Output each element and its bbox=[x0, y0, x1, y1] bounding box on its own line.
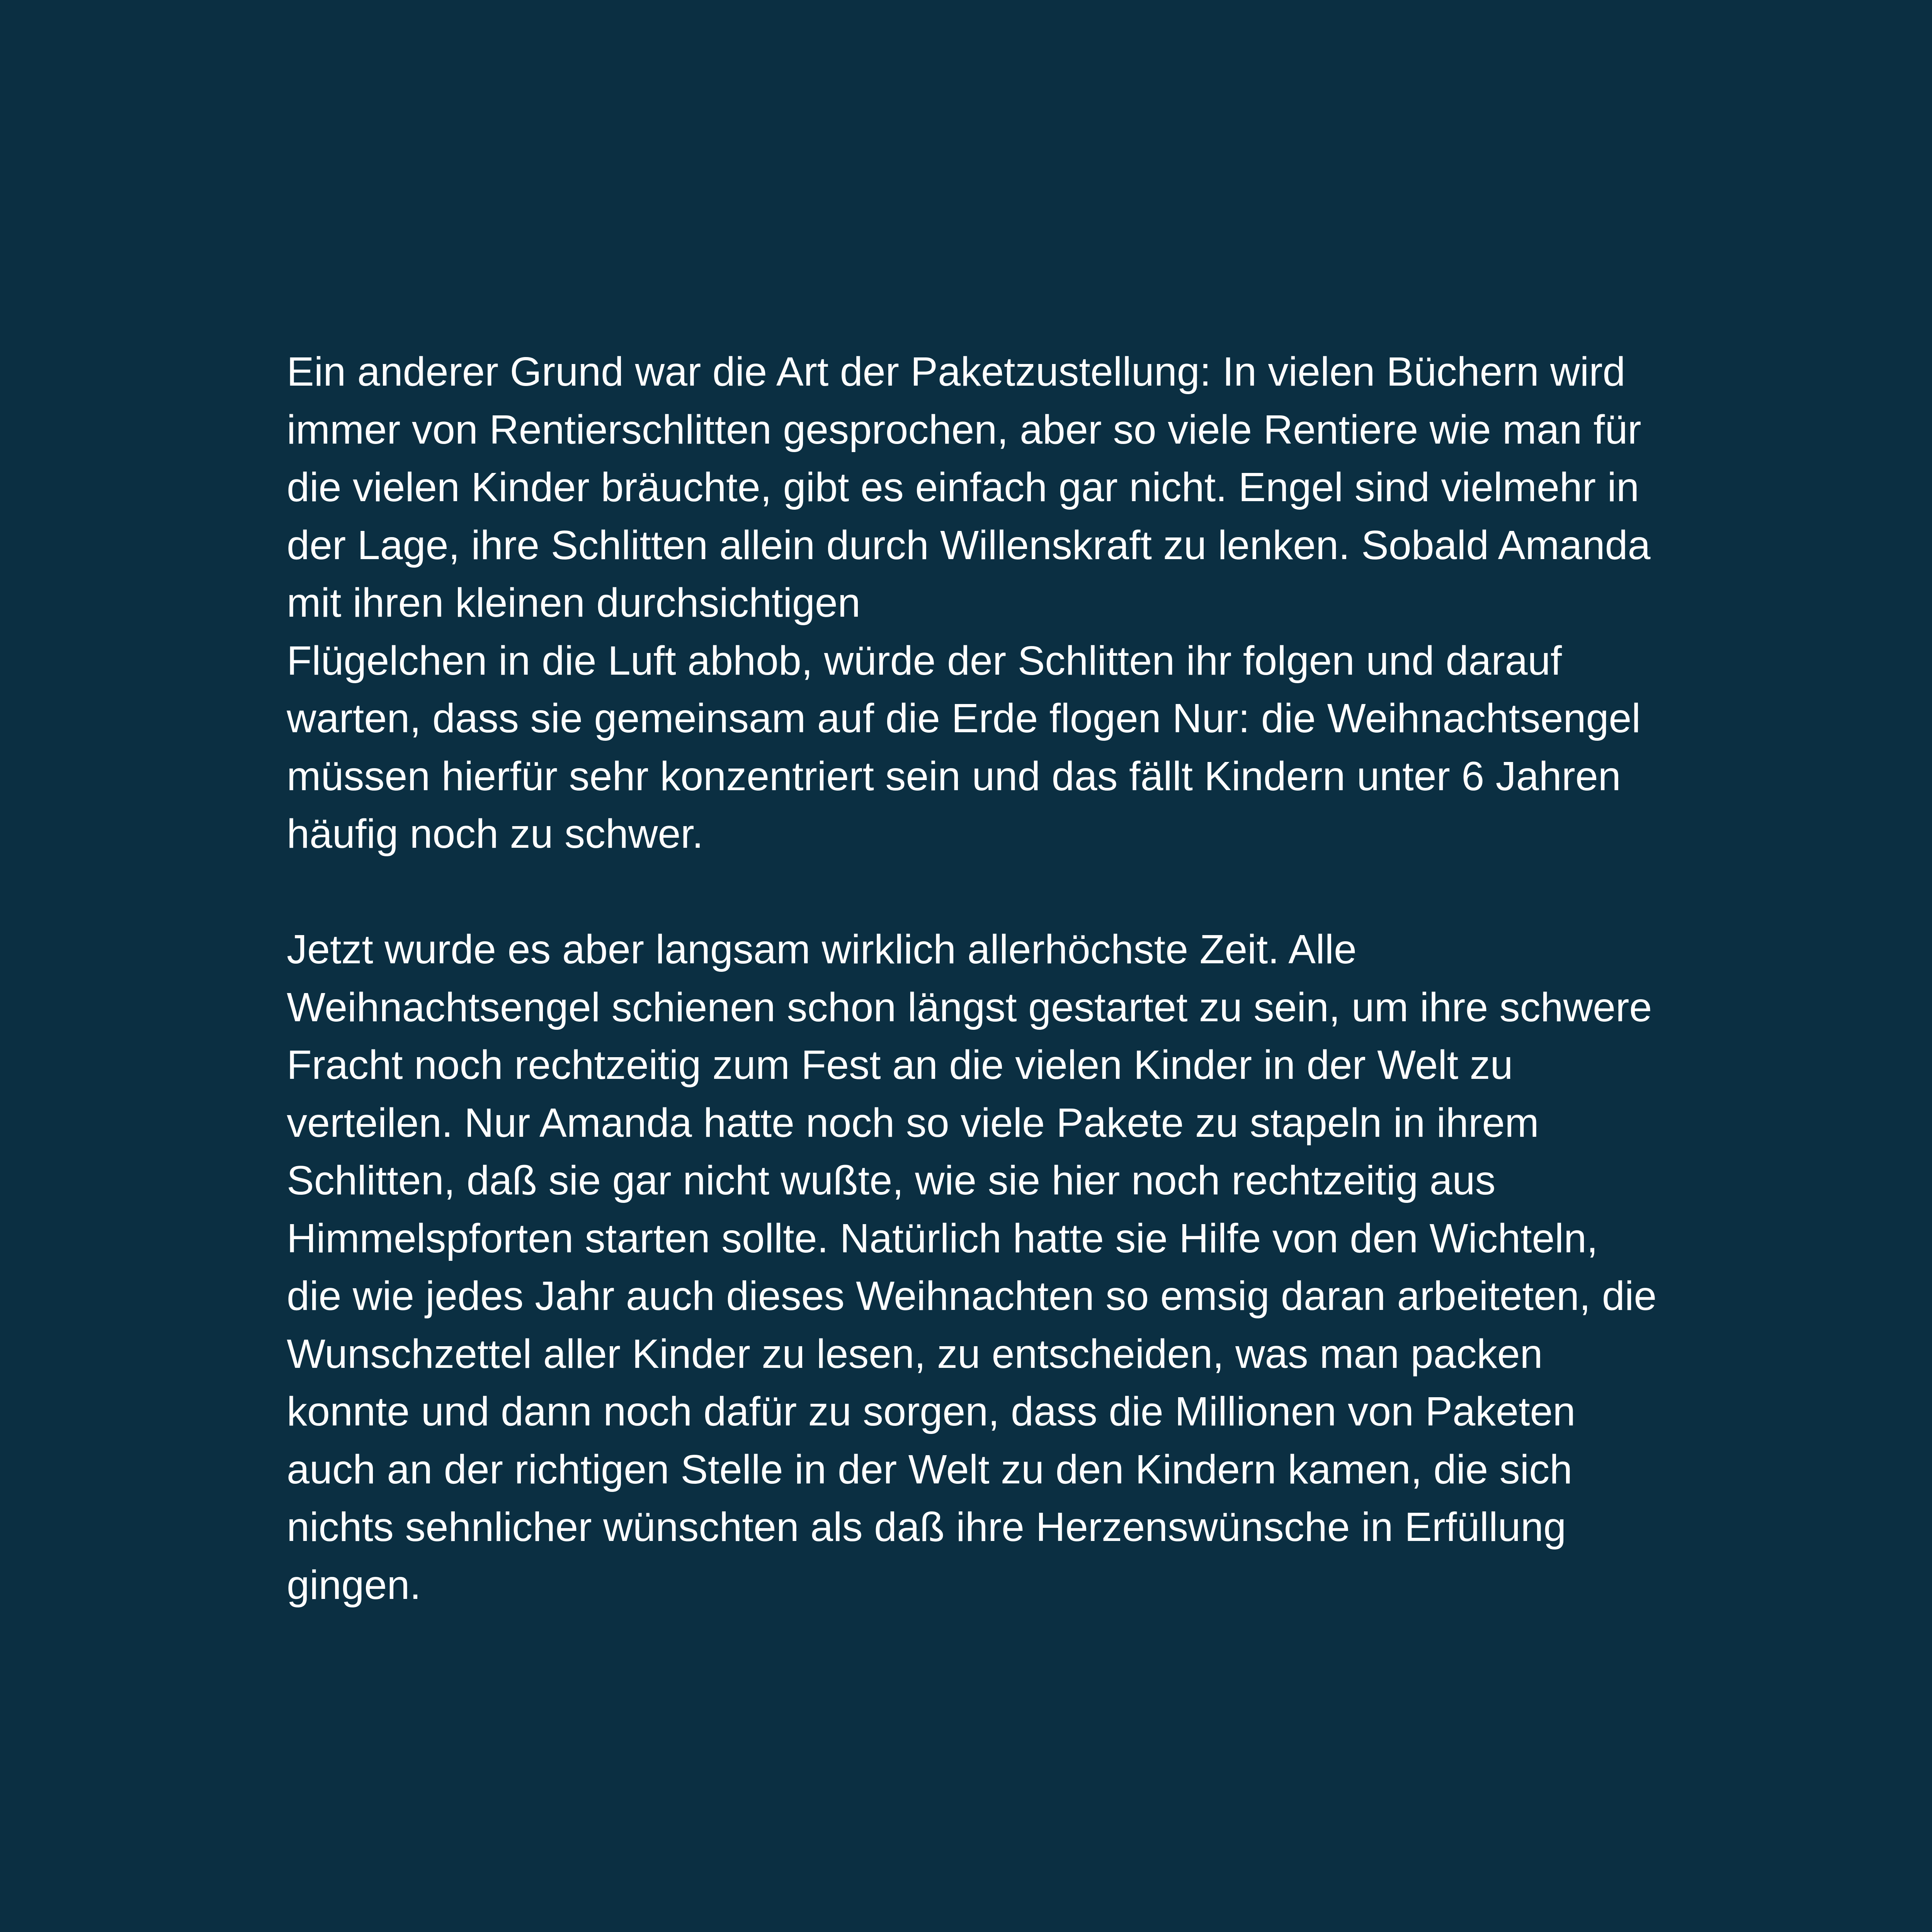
text-line: häufig noch zu schwer. bbox=[287, 811, 704, 857]
text-line: verteilen. Nur Amanda hatte noch so viele Pakete zu stapeln in ihrem bbox=[287, 1100, 1539, 1146]
text-line: Schlitten, daß sie gar nicht wußte, wie sie hier noch rechtzeitig aus bbox=[287, 1158, 1496, 1203]
text-line: Weihnachtsengel schienen schon längst gestartet zu sein, um ihre schwere bbox=[287, 984, 1652, 1030]
text-line: nichts sehnlicher wünschten als daß ihre Herzenswünsche in Erfüllung bbox=[287, 1504, 1566, 1550]
text-line: Wunschzettel aller Kinder zu lesen, zu entscheiden, was man packen bbox=[287, 1331, 1543, 1377]
text-line: Flügelchen in die Luft abhob, würde der Schlitten ihr folgen und darauf bbox=[287, 638, 1562, 684]
paragraph-2 bbox=[287, 921, 1755, 1614]
paragraph-gap bbox=[287, 863, 1755, 921]
text-line: die wie jedes Jahr auch dieses Weihnachten so emsig daran arbeiteten, die bbox=[287, 1273, 1657, 1319]
text-line: Ein anderer Grund war die Art der Paketzustellung: In vielen Büchern wird bbox=[287, 349, 1626, 395]
text-line: müssen hierfür sehr konzentriert sein und das fällt Kindern unter 6 Jahren bbox=[287, 753, 1621, 799]
text-line: gingen. bbox=[287, 1562, 421, 1608]
text-line: auch an der richtigen Stelle in der Welt zu den Kindern kamen, die sich bbox=[287, 1446, 1573, 1492]
text-line: warten, dass sie gemeinsam auf die Erde flogen Nur: die Weihnachtsengel bbox=[287, 696, 1641, 741]
text-line: Himmelspforten starten sollte. Natürlich hatte sie Hilfe von den Wichteln, bbox=[287, 1215, 1598, 1261]
text-line: die vielen Kinder bräuchte, gibt es einfach gar nicht. Engel sind vielmehr in bbox=[287, 464, 1639, 510]
text-line: Jetzt wurde es aber langsam wirklich allerhöchste Zeit. Alle bbox=[287, 927, 1357, 972]
story-text-block bbox=[287, 343, 1755, 1614]
text-line: der Lage, ihre Schlitten allein durch Willenskraft zu lenken. Sobald Amanda bbox=[287, 522, 1651, 568]
text-line: immer von Rentierschlitten gesprochen, aber so viele Rentiere wie man für bbox=[287, 406, 1641, 452]
text-line: konnte und dann noch dafür zu sorgen, dass die Millionen von Paketen bbox=[287, 1389, 1576, 1434]
paragraph-1 bbox=[287, 343, 1755, 863]
text-line: mit ihren kleinen durchsichtigen bbox=[287, 580, 861, 626]
text-line: Fracht noch rechtzeitig zum Fest an die vielen Kinder in der Welt zu bbox=[287, 1042, 1513, 1088]
